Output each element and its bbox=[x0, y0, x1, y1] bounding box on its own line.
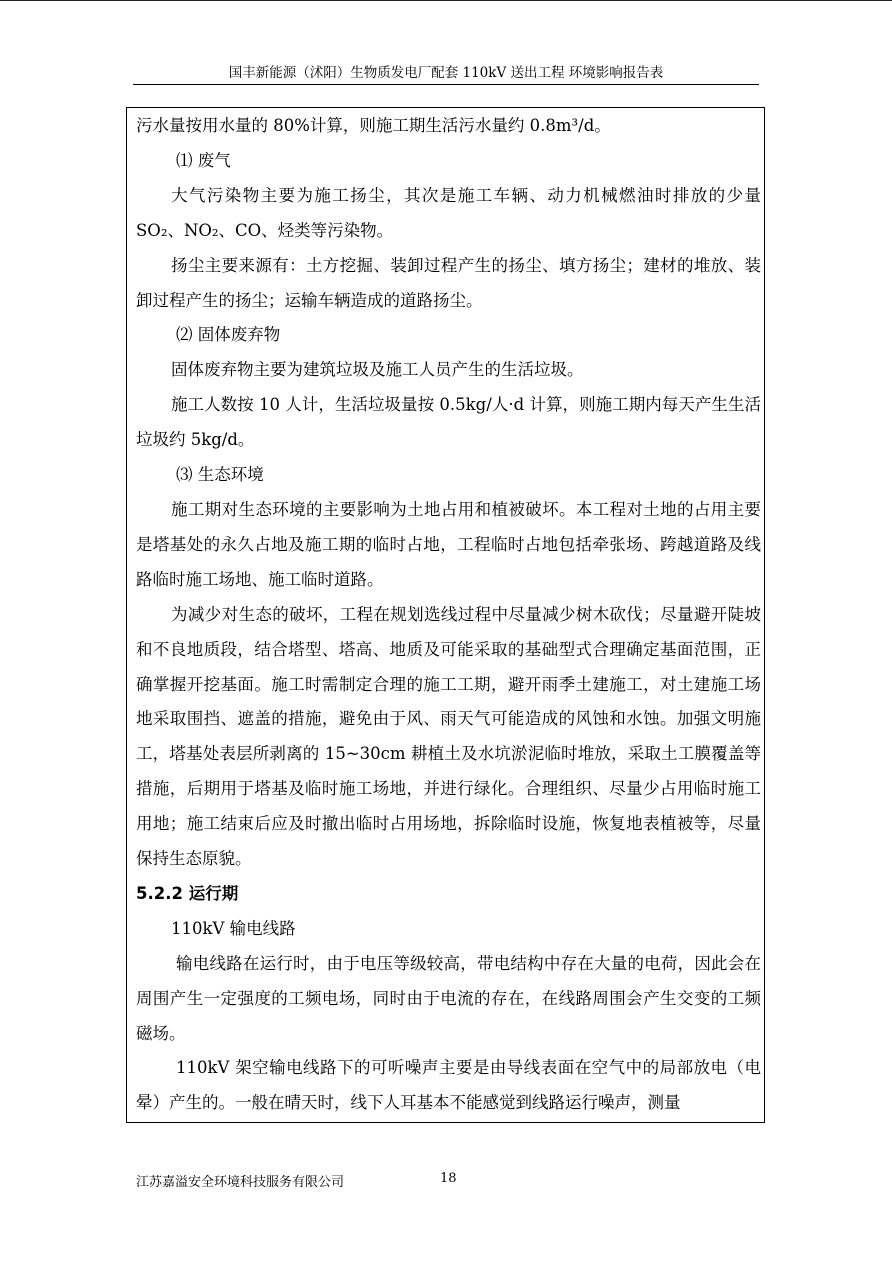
heading-solid-waste: ⑵ 固体废弃物 bbox=[176, 325, 281, 345]
page-header: 国丰新能源（沭阳）生物质发电厂配套 110kV 送出工程 环境影响报告表 bbox=[228, 65, 664, 81]
paragraph-solid-waste: 固体废弃物主要为建筑垃圾及施工人员产生的生活垃圾。 bbox=[171, 360, 584, 380]
paragraph-wastewater: 污水量按用水量的 80%计算，则施工期生活污水量约 0.8m³/d。 bbox=[136, 116, 611, 135]
section-heading-operation: 5.2.2 运行期 bbox=[136, 883, 239, 903]
paragraph-power-frequency-field: 输电线路在运行时，由于电压等级较高，带电结构中存在大量的电荷，因此会在周围产生一定强度的工频电场，同时由于电流的存在，在线路周围会产生交变的工频磁场。 bbox=[136, 953, 761, 1043]
header-rule bbox=[133, 84, 759, 85]
content-frame bbox=[126, 107, 765, 1123]
page-number: 18 bbox=[440, 1171, 457, 1186]
document-body bbox=[136, 109, 761, 1121]
top-border-line bbox=[0, 0, 892, 1]
subheading-transmission-line: 110kV 输电线路 bbox=[171, 918, 296, 938]
paragraph-audible-noise: 110kV 架空输电线路下的可听噪声主要是由导线表面在空气中的局部放电（电晕）产生的。一般在晴天时，线下人耳基本不能感觉到线路运行噪声，测量 bbox=[136, 1058, 761, 1113]
paragraph-ecology-measures: 为减少对生态的破坏，工程在规划选线过程中尽量减少树木砍伐；尽量避开陡坡和不良地质段，结合塔型、塔高、地质及可能采取的基础型式合理确定基面范围，正确掌握开挖基面。施工时需制定合理的施工工期，避开雨季土建施工，对土建施工场地采取围挡、遮盖的措施，避免由于风、雨天气可能造成的风蚀和水蚀。加强文明施工，塔基处表层所剥离的 15~30cm 耕植土及水坑淤泥临时堆放，采取土工膜覆盖等措施，后期用于塔基及临时施工场地，并进行绿化。合理组织、尽量少占用临时施工用地；施工结束后应及时撤出临时占用场地，拆除临时设施，恢复地表植被等，尽量保持生态原貌。 bbox=[136, 604, 761, 869]
footer-company: 江苏嘉溢安全环境科技服务有限公司 bbox=[136, 1175, 345, 1190]
paragraph-ecology-impact: 施工期对生态环境的主要影响为土地占用和植被破坏。本工程对土地的占用主要是塔基处的永久占地及施工期的临时占地，工程临时占地包括牵张场、跨越道路及线路临时施工场地、施工临时道路。 bbox=[136, 499, 761, 589]
paragraph-dust-sources: 扬尘主要来源有：土方挖掘、装卸过程产生的扬尘、填方扬尘；建材的堆放、装卸过程产生的扬尘；运输车辆造成的道路扬尘。 bbox=[136, 255, 761, 310]
heading-ecology: ⑶ 生态环境 bbox=[176, 465, 264, 485]
heading-waste-gas: ⑴ 废气 bbox=[176, 150, 231, 170]
paragraph-air-pollutants: 大气污染物主要为施工扬尘，其次是施工车辆、动力机械燃油时排放的少量 SO₂、NO₂、CO、烃类等污染物。 bbox=[136, 185, 761, 240]
paragraph-garbage-amount: 施工人数按 10 人计，生活垃圾量按 0.5kg/人·d 计算，则施工期内每天产生生活垃圾约 5kg/d。 bbox=[136, 395, 761, 450]
